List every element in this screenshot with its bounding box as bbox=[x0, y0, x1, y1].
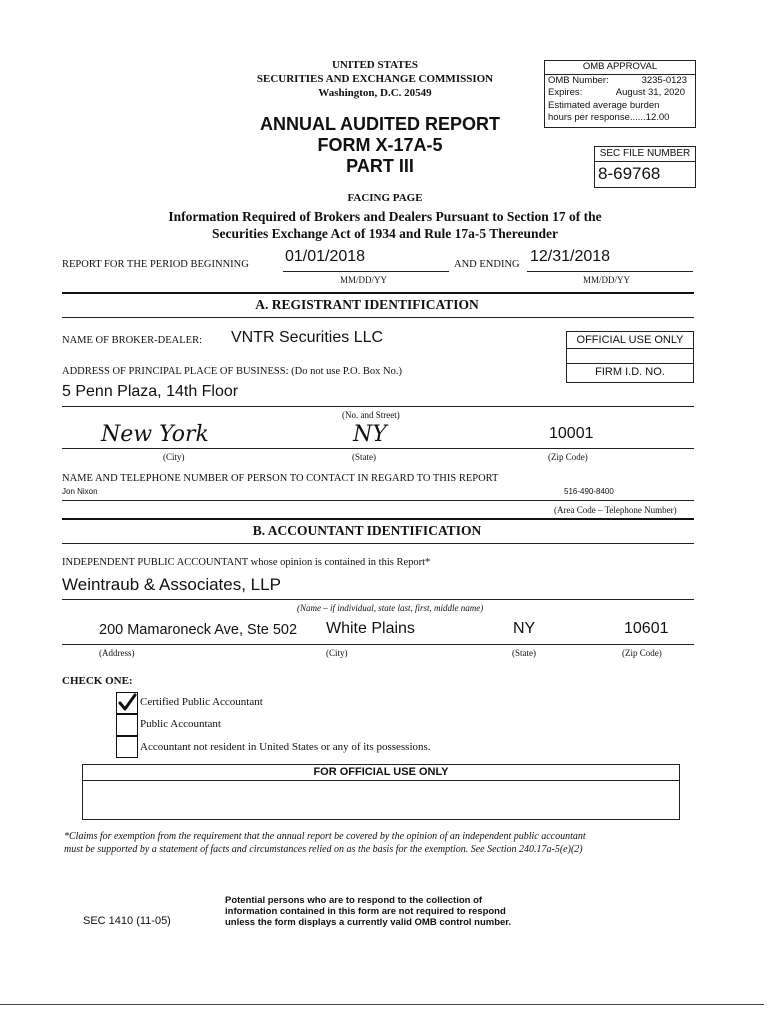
period-begin-label: REPORT FOR THE PERIOD BEGINNING bbox=[62, 259, 249, 270]
notice-line2: information contained in this form are not required to respond bbox=[225, 906, 506, 917]
footnote bbox=[64, 830, 724, 856]
accountant-name-caption: (Name – if individual, state last, first, middle name) bbox=[297, 603, 484, 613]
checkmark-icon bbox=[117, 693, 137, 713]
address-label: ADDRESS OF PRINCIPAL PLACE OF BUSINESS: (Do not use P.O. Box No.) bbox=[62, 366, 402, 377]
accountant-address: 200 Mamaroneck Ave, Ste 502 bbox=[99, 622, 298, 638]
firm-id-label: FIRM I.D. NO. bbox=[567, 363, 693, 380]
info-required bbox=[0, 208, 770, 242]
sec-file-number-box bbox=[594, 146, 696, 188]
notice-line3: unless the form displays a currently valid OMB control number. bbox=[225, 917, 512, 928]
form-title-block bbox=[230, 114, 530, 177]
accountant-name: Weintraub & Associates, LLP bbox=[62, 575, 281, 594]
footnote-line2: must be supported by a statement of facts and circumstances relied on as the basis for the exemption. See Section 240.17a-5(e)(2) bbox=[64, 844, 583, 855]
agency-block bbox=[240, 58, 510, 100]
period-begin-value: 01/01/2018 bbox=[285, 248, 366, 265]
accountant-label: INDEPENDENT PUBLIC ACCOUNTANT whose opinion is contained in this Report* bbox=[62, 557, 431, 568]
omb-number: 3235-0123 bbox=[641, 74, 687, 86]
state-value-handwritten: NY bbox=[353, 422, 387, 447]
city-caption: (City) bbox=[163, 452, 185, 462]
address-caption: (Address) bbox=[99, 648, 135, 658]
official-use-label: OFFICIAL USE ONLY bbox=[567, 332, 693, 349]
form-id: SEC 1410 (11-05) bbox=[83, 915, 171, 927]
section-a-heading: A. REGISTRANT IDENTIFICATION bbox=[255, 297, 479, 312]
accountant-city-caption: (City) bbox=[326, 648, 348, 658]
official-use-box bbox=[566, 331, 694, 383]
zip-caption: (Zip Code) bbox=[548, 452, 588, 462]
contact-name: Jon Nixon bbox=[62, 487, 98, 496]
checkbox-nonresident[interactable] bbox=[116, 736, 138, 758]
contact-phone: 516-490-8400 bbox=[564, 487, 614, 496]
omb-expires: August 31, 2020 bbox=[615, 87, 685, 98]
omb-title: OMB APPROVAL bbox=[545, 61, 695, 75]
page-bottom-rule bbox=[0, 1004, 764, 1005]
agency-line1: UNITED STATES bbox=[331, 59, 419, 71]
street-caption: (No. and Street) bbox=[342, 410, 400, 420]
section-b-heading: B. ACCOUNTANT IDENTIFICATION bbox=[252, 523, 482, 538]
omb-hours: hours per response......12.00 bbox=[548, 112, 670, 123]
accountant-state-caption: (State) bbox=[512, 648, 536, 658]
facing-page-label: FACING PAGE bbox=[347, 192, 423, 204]
option-certified-label: Certified Public Accountant bbox=[140, 696, 263, 708]
zip-value: 10001 bbox=[549, 425, 594, 442]
for-official-use-label: FOR OFFICIAL USE ONLY bbox=[83, 765, 679, 781]
period-end-format: MM/DD/YY bbox=[583, 275, 631, 285]
accountant-state: NY bbox=[513, 620, 536, 637]
broker-name-value: VNTR Securities LLC bbox=[231, 329, 384, 346]
state-caption: (State) bbox=[352, 452, 376, 462]
notice-line1: Potential persons who are to respond to the collection of bbox=[225, 895, 483, 906]
checkbox-certified[interactable] bbox=[116, 692, 138, 714]
accountant-zip-caption: (Zip Code) bbox=[622, 648, 662, 658]
accountant-zip: 10601 bbox=[624, 620, 669, 637]
period-end-value: 12/31/2018 bbox=[530, 248, 611, 265]
period-end-label: AND ENDING bbox=[454, 259, 520, 270]
form-number: FORM X-17A-5 bbox=[317, 135, 443, 155]
for-official-use-box bbox=[82, 764, 680, 820]
omb-number-label: OMB Number: bbox=[548, 74, 609, 86]
contact-label: NAME AND TELEPHONE NUMBER OF PERSON TO CONTACT IN REGARD TO THIS REPORT bbox=[62, 473, 499, 484]
omb-burden: Estimated average burden bbox=[548, 99, 660, 111]
info-line1: Information Required of Brokers and Dealers Pursuant to Section 17 of the bbox=[168, 209, 602, 224]
form-part: PART III bbox=[346, 156, 414, 176]
omb-approval-box bbox=[544, 60, 696, 128]
info-line2: Securities Exchange Act of 1934 and Rule 17a-5 Thereunder bbox=[212, 226, 558, 241]
agency-line2: SECURITIES AND EXCHANGE COMMISSION bbox=[256, 73, 494, 85]
option-nonresident-label: Accountant not resident in United States or any of its possessions. bbox=[140, 741, 431, 753]
check-one-label: CHECK ONE: bbox=[62, 675, 133, 687]
option-public-label: Public Accountant bbox=[140, 718, 221, 730]
accountant-city: White Plains bbox=[326, 620, 415, 637]
sec-file-label: SEC FILE NUMBER bbox=[595, 147, 695, 162]
period-begin-format: MM/DD/YY bbox=[340, 275, 388, 285]
street-value: 5 Penn Plaza, 14th Floor bbox=[62, 383, 239, 400]
omb-notice bbox=[225, 895, 511, 928]
agency-line3: Washington, D.C. 20549 bbox=[318, 87, 432, 99]
footnote-line1: *Claims for exemption from the requirement that the annual report be covered by the opinion of an independent public accountant bbox=[64, 831, 586, 842]
checkbox-public[interactable] bbox=[116, 714, 138, 736]
form-title: ANNUAL AUDITED REPORT bbox=[259, 114, 500, 134]
phone-caption: (Area Code – Telephone Number) bbox=[554, 505, 677, 515]
city-value-handwritten: New York bbox=[101, 422, 209, 447]
sec-file-value: 8-69768 bbox=[598, 164, 661, 183]
omb-expires-label: Expires: bbox=[548, 87, 583, 98]
broker-name-label: NAME OF BROKER-DEALER: bbox=[62, 335, 203, 346]
